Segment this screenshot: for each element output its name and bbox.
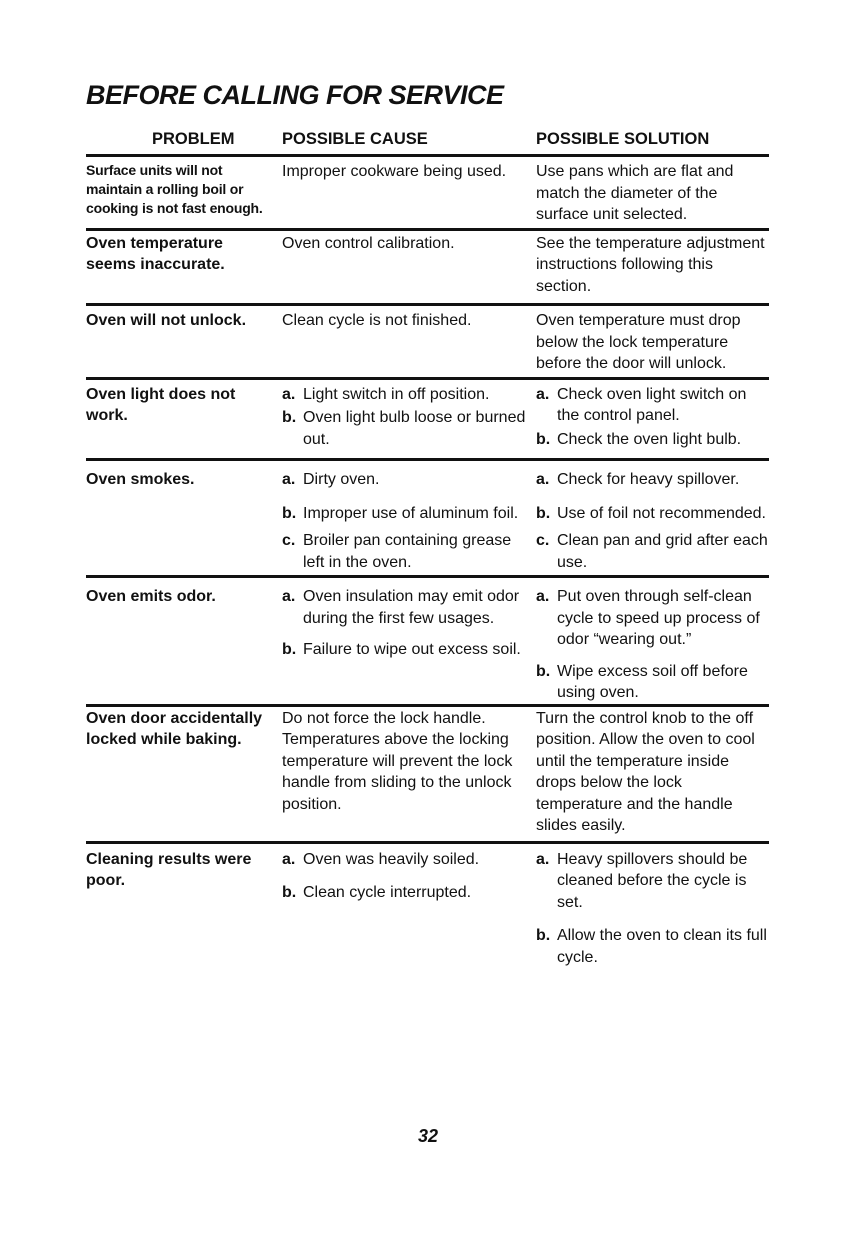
cause-cell [282, 384, 536, 451]
cause-item [282, 586, 528, 629]
header-possible-solution: POSSIBLE SOLUTION [536, 130, 710, 148]
table-row [86, 707, 769, 841]
table-row [86, 844, 769, 969]
item-text: Do not force the lock handle. Temperatures above the locking temperature will prevent the lock handle from sliding to the unlock position. [282, 709, 513, 813]
header-possible-cause: POSSIBLE CAUSE [282, 130, 428, 148]
cause-item [282, 849, 528, 871]
cause-cell [282, 233, 536, 298]
solution-item [536, 233, 769, 298]
item-text: Allow the oven to clean its full cycle. [557, 927, 767, 966]
item-letter: a. [536, 588, 550, 605]
item-text: Oven control calibration. [282, 234, 455, 252]
solution-cell [536, 586, 769, 704]
item-letter: b. [282, 641, 297, 658]
cause-item [282, 161, 528, 183]
solution-item [536, 429, 769, 451]
solution-item [536, 849, 769, 914]
table-row [86, 231, 769, 304]
cause-item [282, 233, 528, 255]
item-text: Clean cycle is not finished. [282, 312, 472, 329]
item-letter: b. [536, 430, 551, 448]
table-row [86, 306, 769, 377]
item-text: Improper use of aluminum foil. [303, 504, 519, 522]
problem-cell: Cleaning results were poor. [86, 850, 252, 889]
item-text: Clean pan and grid after each use. [557, 532, 768, 571]
item-text: Failure to wipe out excess soil. [303, 641, 521, 658]
item-text: Check for heavy spillover. [557, 471, 740, 488]
item-text: Turn the control knob to the off position. Allow the oven to cool until the temperature inside drops below the lock temperature and the handle slides easily. [536, 709, 755, 834]
item-letter: a. [282, 471, 296, 488]
table-row [86, 157, 769, 228]
solution-item [536, 586, 769, 651]
item-text: Use pans which are flat and match the diameter of the surface unit selected. [536, 163, 734, 223]
item-letter: a. [536, 385, 550, 403]
solution-cell [536, 849, 769, 969]
item-text: Broiler pan containing grease left in the oven. [303, 532, 512, 571]
solution-cell [536, 161, 769, 226]
solution-item [536, 310, 769, 375]
solution-cell [536, 384, 769, 451]
solution-item [536, 925, 769, 968]
cause-item [282, 530, 528, 573]
item-letter: a. [282, 850, 296, 868]
cause-cell [282, 310, 536, 375]
item-text: Heavy spillovers should be cleaned before the cycle is set. [557, 850, 748, 911]
page-title: BEFORE CALLING FOR SERVICE [86, 80, 504, 110]
item-text: See the temperature adjustment instructions following this section. [536, 234, 765, 295]
item-letter: b. [536, 504, 551, 522]
item-letter: b. [536, 662, 551, 680]
cause-item [282, 503, 528, 525]
item-letter: a. [536, 471, 550, 488]
item-letter: c. [536, 532, 550, 549]
cause-item [282, 407, 528, 450]
item-text: Improper cookware being used. [282, 163, 507, 180]
table-header [86, 130, 769, 154]
solution-item [536, 503, 769, 525]
item-letter: c. [282, 532, 296, 549]
item-text: Check oven light switch on the control panel. [557, 385, 747, 424]
header-problem: PROBLEM [152, 130, 235, 148]
item-text: Oven temperature must drop below the lock temperature before the door will unlock. [536, 312, 741, 372]
table-row [86, 461, 769, 575]
cause-cell [282, 849, 536, 969]
item-letter: a. [536, 850, 550, 868]
item-text: Dirty oven. [303, 471, 380, 488]
problem-cell: Oven smokes. [86, 471, 195, 488]
cause-cell [282, 586, 536, 704]
item-letter: b. [536, 927, 551, 944]
table-body [86, 154, 769, 968]
item-letter: b. [282, 504, 297, 522]
item-text: Wipe excess soil off before using oven. [557, 662, 748, 701]
solution-cell [536, 310, 769, 375]
page-number: 32 [417, 1126, 439, 1146]
item-text: Oven insulation may emit odor during the first few usages. [303, 588, 520, 627]
problem-cell: Surface units will not maintain a rolling boil or cooking is not fast enough. [86, 162, 263, 216]
solution-item [536, 161, 769, 226]
item-text: Light switch in off position. [303, 385, 490, 403]
item-letter: b. [282, 884, 297, 901]
cause-item [282, 639, 528, 661]
solution-item [536, 530, 769, 573]
problem-cell: Oven emits odor. [86, 588, 216, 605]
item-text: Check the oven light bulb. [557, 430, 742, 448]
cause-item [282, 882, 528, 904]
cause-cell [282, 708, 536, 837]
problem-cell: Oven door accidentally locked while baking. [86, 709, 263, 748]
solution-item [536, 384, 769, 427]
solution-cell [536, 469, 769, 573]
solution-item [536, 469, 769, 491]
item-letter: a. [282, 588, 296, 605]
problem-cell: Oven will not unlock. [86, 312, 247, 329]
solution-item [536, 661, 769, 704]
item-text: Use of foil not recommended. [557, 504, 766, 522]
cause-cell [282, 469, 536, 573]
solution-cell [536, 708, 769, 837]
item-text: Clean cycle interrupted. [303, 884, 472, 901]
item-text: Oven light bulb loose or burned out. [303, 409, 526, 448]
cause-item [282, 310, 528, 332]
solution-cell [536, 233, 769, 298]
table-row [86, 578, 769, 704]
item-text: Put oven through self-clean cycle to speed up process of odor “wearing out.” [557, 588, 760, 648]
item-text: Oven was heavily soiled. [303, 850, 480, 868]
item-letter: a. [282, 385, 296, 403]
problem-cell: Oven temperature seems inaccurate. [86, 234, 225, 273]
cause-cell [282, 161, 536, 226]
troubleshooting-table [86, 130, 769, 968]
problem-cell: Oven light does not work. [86, 385, 236, 424]
cause-item [282, 384, 528, 406]
solution-item [536, 708, 769, 837]
table-row [86, 380, 769, 459]
cause-item [282, 708, 528, 816]
item-letter: b. [282, 409, 297, 426]
cause-item [282, 469, 528, 491]
